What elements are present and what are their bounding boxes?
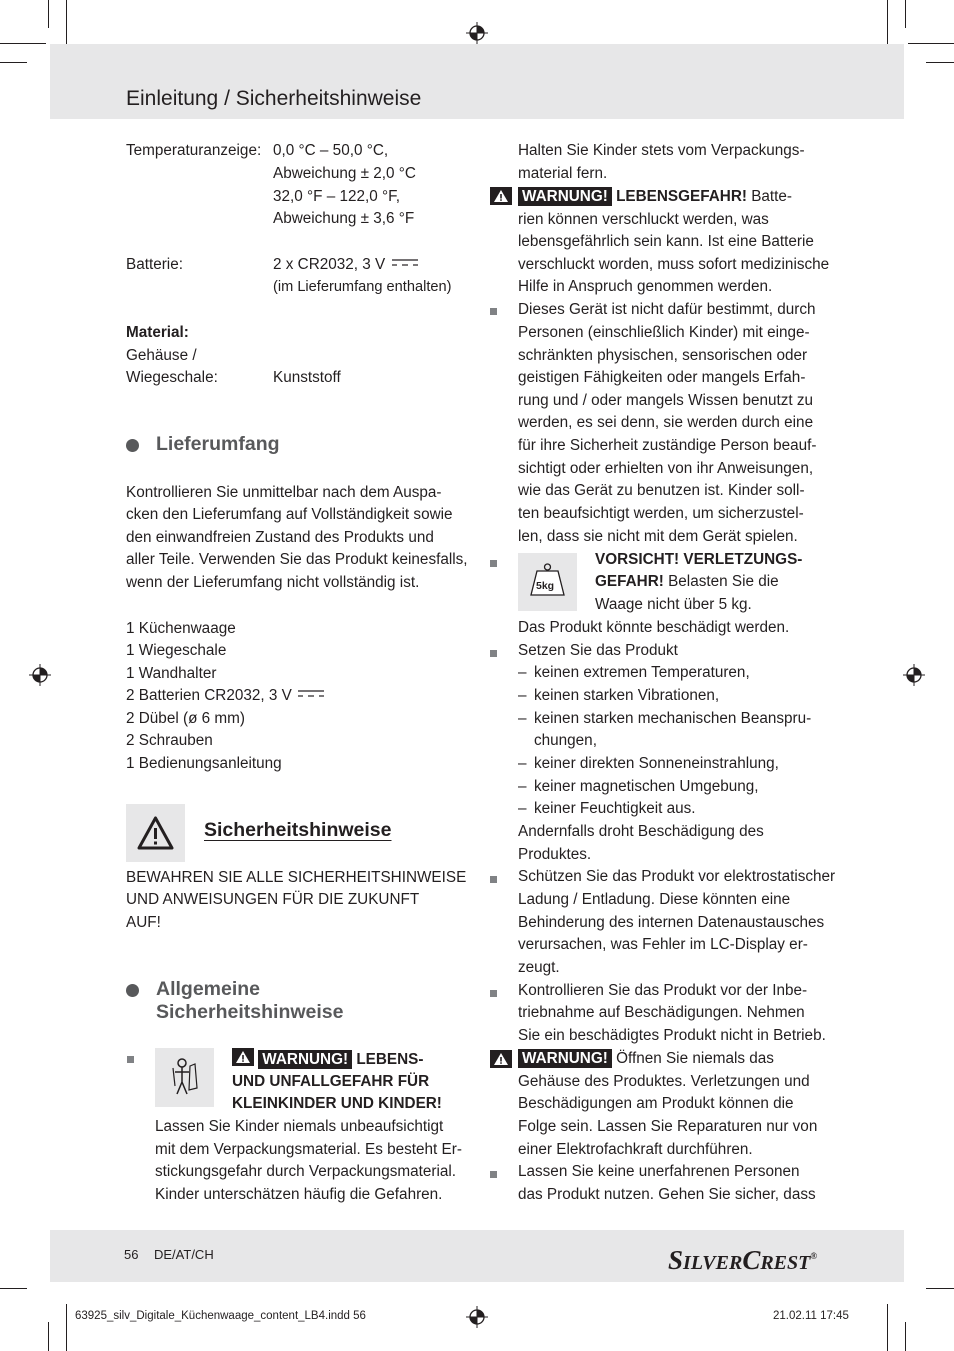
allgemein-heading: Allgemeine [156,978,261,1000]
list-bullet-icon [490,990,497,997]
battery-warning-text: rien können verschluckt werden, was [518,211,769,228]
spec-battery-label: Batterie: [126,256,183,273]
persons-text: len, dass sie nicht mit dem Gerät spielen. [518,528,798,545]
persons-text: ten beaufsichtigt werden, um sicherzustel- [518,505,804,522]
spec-temp-label: Temperaturanzeige: [126,142,262,159]
expose-dash: – [518,664,527,681]
open-warning-text: einer Elektrofachkraft durchführen. [518,1141,753,1158]
child-warning-pictogram [155,1048,214,1107]
spec-temp-value: 0,0 °C – 50,0 °C, [273,142,389,159]
open-warning-text: Gehäuse des Produktes. Verletzungen und [518,1073,810,1090]
brand-letters: REST [760,1252,811,1274]
expose-dash: – [518,710,527,727]
open-warning-text: Öffnen Sie niemals das [616,1050,774,1067]
lieferumfang-item: 1 Bedienungsanleitung [126,755,282,772]
lieferumfang-item: 2 Schrauben [126,732,213,749]
expose-item: chungen, [534,732,597,749]
registration-mark-icon [29,664,51,686]
spec-battery-value [273,254,420,277]
persons-text: rung und / oder mangels Wissen benutzt zu [518,392,814,409]
child-warning-title [232,1048,423,1072]
material-heading: Material: [126,324,189,341]
persons-text: sichtigt oder erhielten von ihr Anweisungen, [518,460,814,477]
child-packaging-icon [155,1048,214,1107]
expose-dash: – [518,800,527,817]
battery-warning-text: verschluckt worden, muss sofort medizinische [518,256,830,273]
warning-label: WARNUNG! [518,187,612,206]
crop-mark [0,62,27,63]
list-bullet-icon [490,876,497,883]
crop-mark [0,43,46,44]
esd-text: Behinderung des internen Datenaustausches [518,914,825,931]
lieferumfang-item: 2 Dübel (ø 6 mm) [126,710,245,727]
expose-item: keiner direkten Sonneneinstrahlung, [534,755,779,772]
persons-text: geistigen Fähigkeiten oder mangels Erfah- [518,369,806,386]
page-number: 56 [124,1247,139,1262]
child-warning-text: stickungsgefahr durch Verpackungsmaterial. [155,1163,457,1180]
unexperienced-text: das Produkt nutzen. Gehen Sie sicher, dass [518,1186,816,1203]
battery-warning-text: lebensgefährlich sein kann. Ist eine Batterie [518,233,814,250]
lieferumfang-intro: wenn der Lieferumfang nicht vollständig ist. [126,574,420,591]
child-warning-text: Kinder unterschätzen häufig die Gefahren. [155,1186,443,1203]
housing-value: Kunststoff [273,369,341,386]
brand-letter: C [742,1245,761,1275]
child-warning-text: mit dem Verpackungsmaterial. Es besteht Er- [155,1141,462,1158]
check-text: triebnahme auf Beschädigungen. Nehmen [518,1004,805,1021]
expose-intro: Setzen Sie das Produkt [518,642,678,659]
battery-warning-title-text: LEBENSGEFAHR! [616,188,747,205]
weight-limit-pictogram [518,553,577,611]
housing-label: Gehäuse / [126,347,197,364]
caution-title: GEFAHR! [595,573,664,590]
crop-mark [887,1304,888,1351]
brand-registered: ® [810,1251,818,1261]
lieferumfang-intro: aller Teile. Verwenden Sie das Produkt keinesfalls, [126,551,468,568]
list-bullet-icon [490,1171,497,1178]
list-bullet-icon [490,308,497,315]
sicherheit-heading: Sicherheitshinweise [204,819,392,841]
warning-triangle-icon [232,1048,254,1066]
caution-line [595,571,779,594]
page-title: Einleitung / Sicherheitshinweise [126,87,422,110]
lieferumfang-item: 1 Wiegeschale [126,642,227,659]
spec-battery-note: (im Lieferumfang enthalten) [273,279,452,295]
child-warning-title-text: LEBENS- [356,1051,424,1068]
warning-triangle-icon [490,187,512,205]
list-bullet-icon [490,650,497,657]
brand-letter: S [668,1245,684,1275]
persons-text: wie das Gerät zu benutzen ist. Kinder soll- [518,482,805,499]
packaging-text: material fern. [518,165,608,182]
section-bullet-icon [126,439,139,452]
crop-mark [48,1322,49,1351]
keep-instructions: BEWAHREN SIE ALLE SICHERHEITSHINWEISE [126,869,467,886]
packaging-text: Halten Sie Kinder stets vom Verpackungs- [518,142,805,159]
keep-instructions: UND ANWEISUNGEN FÜR DIE ZUKUNFT [126,891,420,908]
keep-instructions: AUF! [126,914,161,931]
battery-value-text: 2 x CR2032, 3 V [273,256,386,273]
expose-outro: Produktes. [518,846,592,863]
esd-text: Ladung / Entladung. Diese könnten eine [518,891,791,908]
dc-symbol-icon [390,258,420,268]
crop-mark [908,43,954,44]
registration-mark-icon [903,664,925,686]
battery-warning-title [518,186,792,209]
persons-text: Dieses Gerät ist nicht dafür bestimmt, durch [518,301,816,318]
lieferumfang-item: 1 Küchenwaage [126,620,236,637]
unexperienced-text: Lassen Sie keine unerfahrenen Personen [518,1163,800,1180]
lieferumfang-intro: den einwandfreien Zustand des Produkts und [126,529,434,546]
crop-mark [0,1288,27,1289]
crop-mark [905,0,906,28]
persons-text: werden, es sei denn, sie werden durch eine [518,414,814,431]
expose-item: keiner magnetischen Umgebung, [534,778,759,795]
crop-mark [66,1304,67,1351]
battery-item-text: 2 Batterien CR2032, 3 V [126,687,292,704]
crop-mark [48,0,49,28]
expose-dash: – [518,687,527,704]
section-bullet-icon [126,984,139,997]
crop-mark [887,0,888,48]
open-warning-text: Beschädigungen am Produkt können die [518,1095,794,1112]
print-slug-file: 63925_silv_Digitale_Küchenwaage_content_LB4.indd 56 [75,1310,366,1322]
warning-label: WARNUNG! [258,1050,352,1069]
print-slug-date: 21.02.11 17:45 [773,1310,849,1322]
check-text: Sie ein beschädigtes Produkt nicht in Betrieb. [518,1027,826,1044]
caution-title: VORSICHT! VERLETZUNGS- [595,551,803,568]
caution-text: Das Produkt könnte beschädigt werden. [518,619,790,636]
brand-logo [668,1242,817,1279]
spec-temp-value: Abweichung ± 2,0 °C [273,165,416,182]
persons-text: Personen (einschließlich Kinder) mit einge- [518,324,810,341]
expose-dash: – [518,778,527,795]
allgemein-heading: Sicherheitshinweise [156,1001,344,1023]
lieferumfang-item [126,685,326,708]
child-warning-title-text: KLEINKINDER UND KINDER! [232,1095,442,1112]
housing-label: Wiegeschale: [126,369,218,386]
warning-label: WARNUNG! [518,1049,612,1068]
list-bullet-icon [127,1056,134,1063]
warning-pictogram [126,804,185,862]
lieferumfang-item: 1 Wandhalter [126,665,217,682]
spec-temp-value: 32,0 °F – 122,0 °F, [273,188,401,205]
child-warning-text: Lassen Sie Kinder niemals unbeaufsichtigt [155,1118,444,1135]
open-warning [518,1048,774,1071]
persons-text: schränkten physischen, sensorischen oder [518,347,808,364]
expose-item: keiner Feuchtigkeit aus. [534,800,696,817]
child-warning-title-text: UND UNFALLGEFAHR FÜR [232,1073,430,1090]
lieferumfang-intro: cken den Lieferumfang auf Vollständigkeit sowie [126,506,453,523]
caution-text: Belasten Sie die [668,573,779,590]
brand-letters: ILVER [683,1252,743,1274]
expose-item: keinen extremen Temperaturen, [534,664,750,681]
esd-text: zeugt. [518,959,560,976]
list-bullet-icon [490,560,497,567]
weight-icon-label: 5kg [536,580,555,592]
warning-triangle-icon [490,1050,512,1068]
crop-mark [926,1288,954,1289]
spec-temp-value: Abweichung ± 3,6 °F [273,210,415,227]
expose-outro: Andernfalls droht Beschädigung des [518,823,764,840]
lieferumfang-intro: Kontrollieren Sie unmittelbar nach dem Auspa- [126,484,442,501]
warning-triangle-icon [126,804,185,862]
expose-item: keinen starken Vibrationen, [534,687,720,704]
esd-text: verursachen, was Fehler im LC-Display er- [518,936,808,953]
esd-text: Schützen Sie das Produkt vor elektrostatischer [518,868,836,885]
open-warning-text: Folge sein. Lassen Sie Reparaturen nur von [518,1118,818,1135]
registration-mark-icon [466,1306,488,1328]
check-text: Kontrollieren Sie das Produkt vor der Inbe- [518,982,808,999]
caution-text: Waage nicht über 5 kg. [595,596,752,613]
dc-symbol-icon [296,689,326,699]
battery-warning-text: Hilfe in Anspruch genommen werden. [518,278,773,295]
expose-dash: – [518,755,527,772]
crop-mark [905,1322,906,1351]
locale-label: DE/AT/CH [154,1247,214,1262]
expose-item: keinen starken mechanischen Beanspru- [534,710,812,727]
crop-mark [66,0,67,48]
registration-mark-icon [466,22,488,44]
battery-warning-text: Batte- [751,188,793,205]
crop-mark [926,62,954,63]
lieferumfang-heading: Lieferumfang [156,433,280,455]
persons-text: für ihre Sicherheit zuständige Person beauf- [518,437,817,454]
